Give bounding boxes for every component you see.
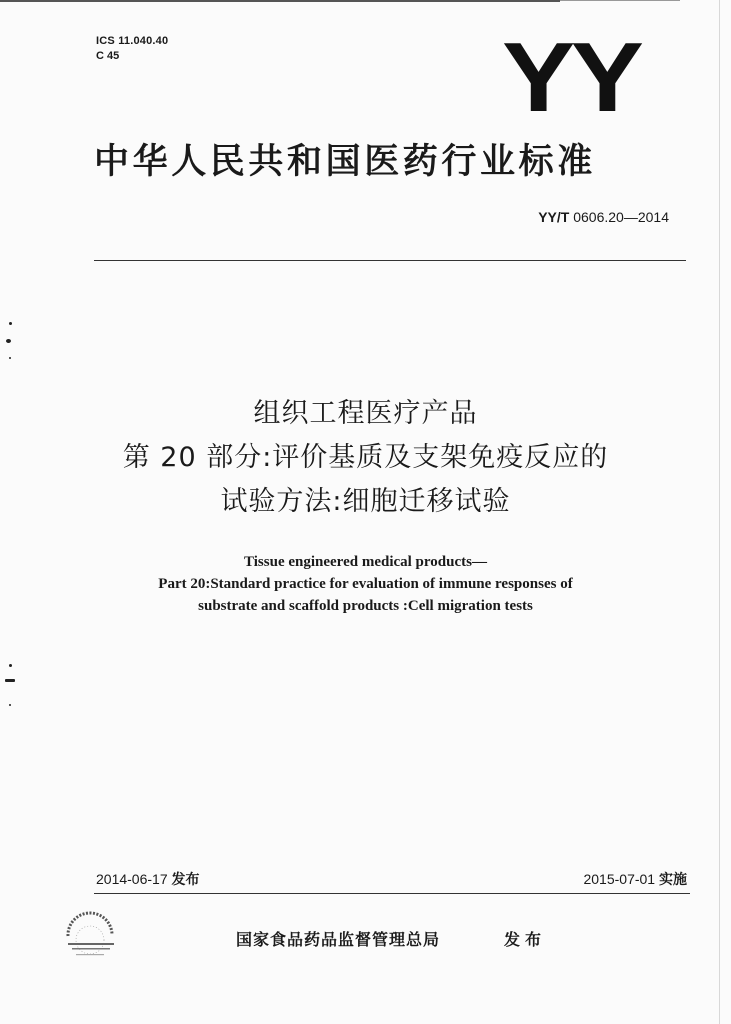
- ccs-code: C 45: [96, 50, 120, 62]
- publish-word: 发布: [504, 930, 547, 949]
- margin-speck: [9, 322, 12, 325]
- margin-speck: [6, 339, 11, 343]
- chinese-title-line-2: 第 20 部分:评价基质及支架免疫反应的: [122, 442, 609, 473]
- bottom-divider: [94, 893, 690, 894]
- ics-code: ICS 11.040.40: [96, 35, 169, 47]
- margin-speck: [9, 357, 11, 359]
- standard-code-prefix: YY/T: [538, 209, 570, 225]
- issue-date-label: 发布: [171, 871, 200, 887]
- implementation-date-label: 实施: [659, 871, 687, 887]
- margin-speck: [9, 704, 11, 706]
- library-stamp-icon: [60, 910, 120, 970]
- margin-speck: [9, 664, 12, 667]
- scan-top-edge: [0, 0, 560, 2]
- standard-code-number: 0606.20—2014: [573, 209, 669, 225]
- english-title-line-1: Tissue engineered medical products—: [244, 554, 487, 570]
- standard-title: 中华人民共和国医药行业标准: [94, 142, 596, 182]
- english-title-line-2: Part 20:Standard practice for evaluation of immune responses of: [158, 576, 573, 592]
- chinese-title-line-3: 试验方法:细胞迁移试验: [220, 486, 511, 517]
- issue-date-value: 2014-06-17: [96, 871, 168, 887]
- chinese-title: [0, 392, 731, 524]
- implementation-date: [583, 871, 687, 887]
- english-title: [0, 551, 731, 617]
- publisher-name: 国家食品药品监督管理总局: [236, 930, 441, 949]
- english-title-line-3: substrate and scaffold products :Cell migration tests: [198, 598, 533, 614]
- standard-code: [538, 209, 669, 225]
- margin-speck: [5, 679, 15, 682]
- scan-top-edge-faint: [560, 0, 680, 1]
- chinese-title-line-1: 组织工程医疗产品: [253, 398, 478, 429]
- top-divider: [94, 260, 686, 261]
- issue-date: [96, 871, 200, 887]
- yy-logo: YY: [502, 22, 640, 132]
- implementation-date-value: 2015-07-01: [583, 871, 656, 887]
